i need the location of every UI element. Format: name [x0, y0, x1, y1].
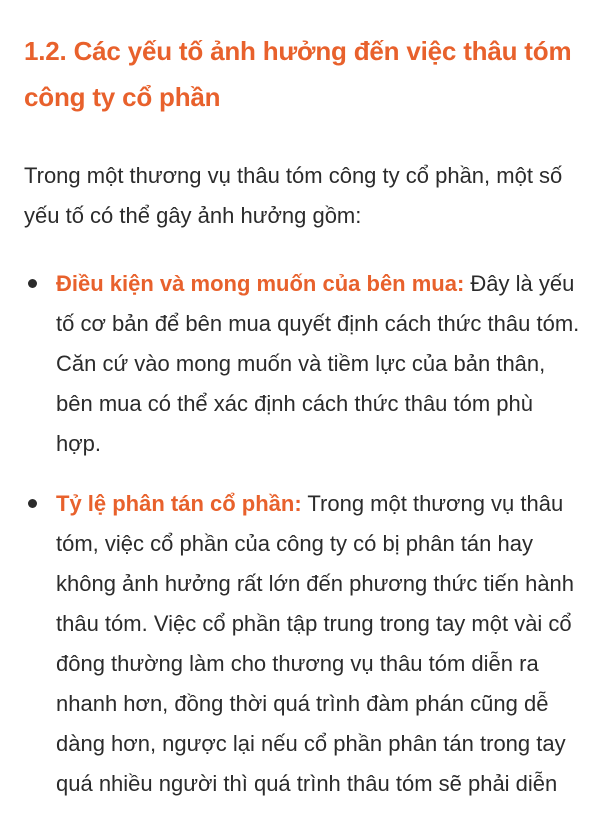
bullet-term: Điều kiện và mong muốn của bên mua: [56, 271, 465, 296]
section-heading: 1.2. Các yếu tố ảnh hưởng đến việc thâu tóm công ty cổ phần [24, 36, 572, 112]
bullet-dot-icon [28, 499, 37, 508]
list-item-buyer-conditions [24, 264, 584, 464]
intro-paragraph: Trong một thương vụ thâu tóm công ty cổ phần, một số yếu tố có thể gây ảnh hưởng gồm: [24, 163, 563, 228]
list-item-share-dispersion [24, 484, 584, 804]
article-content [24, 0, 584, 824]
bullet-dot-icon [28, 279, 37, 288]
factor-list [24, 264, 584, 804]
bullet-text: Đây là yếu tố cơ bản để bên mua quyết định cách thức thâu tóm. Căn cứ vào mong muốn và tiềm lực của bản thân, bên mua có thể xác định cách thức thâu tóm phù hợp. [56, 271, 580, 456]
bullet-term: Tỷ lệ phân tán cổ phần: [56, 491, 302, 516]
bullet-text: Trong một thương vụ thâu tóm, việc cổ phần của công ty có bị phân tán hay không ảnh hưởng rất lớn đến phương thức tiến hành thâu tóm. Việc cổ phần tập trung trong tay một vài cổ đông thường làm cho thương vụ thâu tóm diễn ra nhanh hơn, đồng thời quá trình đàm phán cũng dễ dàng hơn, ngược lại nếu cổ phần phân tán trong tay quá nhiều người thì quá trình thâu tóm sẽ phải diễn [56, 491, 575, 796]
